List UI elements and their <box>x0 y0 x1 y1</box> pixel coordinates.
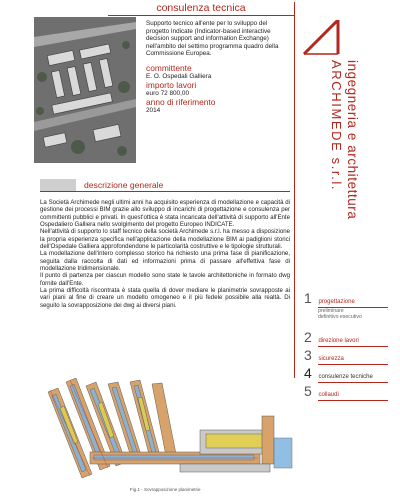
nav-item-consulenze-tecniche[interactable] <box>304 365 400 383</box>
anno-label: anno di riferimento <box>146 96 216 107</box>
section-marker <box>40 179 76 191</box>
nav-number: 1 <box>304 290 312 306</box>
nav-number: 2 <box>304 329 312 345</box>
brand-tagline: ingegneria e architettura <box>345 60 360 220</box>
body-text <box>40 199 290 309</box>
page-title: consulenza tecnica <box>108 2 294 16</box>
nav-sublabel: preliminare definitivo esecutivo <box>318 308 362 320</box>
body-paragraph: Il punto di partenza per ciascun modello sono state le tavole architettoniche in formato dwg fornite dall'Ente. <box>40 272 290 287</box>
nav-label: progettazione <box>318 299 388 308</box>
floor-plan-overlay <box>30 378 300 486</box>
importo-label: importo lavori <box>146 79 197 90</box>
nav-label: direzione lavori <box>318 338 388 347</box>
committente-label: committente <box>146 62 192 73</box>
archimede-logo <box>302 20 386 252</box>
nav-number: 4 <box>304 365 312 381</box>
section-title: descrizione generale <box>84 180 164 190</box>
nav-item-collaudi[interactable] <box>304 383 400 401</box>
section-rule <box>40 179 290 192</box>
nav-label: sicurezza <box>318 356 388 365</box>
nav-number: 5 <box>304 383 312 399</box>
committente-value: E. O. Ospedali Galliera <box>146 72 212 80</box>
brand-block <box>302 20 386 252</box>
importo-value: euro 72 800,00 <box>146 89 189 97</box>
nav-item-direzione-lavori[interactable] <box>304 329 400 347</box>
aerial-photo-graphic <box>34 17 136 163</box>
nav-label: consulenze tecniche <box>318 374 388 383</box>
figure-caption: Fig.1 - Sovrapposizione planimetrie <box>130 487 201 492</box>
nav-number: 3 <box>304 347 312 363</box>
vertical-divider <box>294 2 295 406</box>
nav-item-progettazione[interactable] <box>304 290 400 320</box>
aerial-photo <box>34 17 136 163</box>
intro-block <box>146 20 286 115</box>
intro-text: Supporto tecnico all'ente per lo sviluppo del progetto Indicate (Indicator-based interactive decision support and information Exchange) nell'ambito del settimo programma quadro della Commissione Europea. <box>146 20 279 58</box>
body-paragraph: Nell'attività di supporto lo staff tecnico della società Archimede s.r.l. ha messo a disposizione la propria esperienza specifica nell'applicazione della modellazione BIM ai padiglioni storici dell'Ospedale Galliera approfondendone le particolarità costruttive e le tipologie strutturali. <box>40 228 290 251</box>
anno-value: 2014 <box>146 106 161 114</box>
nav-item-sicurezza[interactable] <box>304 347 400 365</box>
body-paragraph: La prima difficoltà riscontrata è stata quella di dover mediare le planimetrie sovrapposte ai vari piani al fine di creare un modello omogeneo e il più fedele possibile alla realtà. Di seguito la sovrapposizione dei dwg ai diversi piani. <box>40 287 290 309</box>
brand-name: ARCHIMEDE s.r.l. <box>329 60 344 192</box>
body-paragraph: La modellazione dell'intero complesso storico ha richiesto una prima fase di pianificazione, seguita dalla raccolta di dati ed informazioni prima di passare all'effettiva fase di modellazione tridimensionale. <box>40 250 290 273</box>
body-paragraph: La Società Archimede negli ultimi anni ha acquisito esperienza di modellazione e capacità di gestione dei processi BIM grazie allo sviluppo di incarichi di progettazione e consulenza per committenti pubblici e privati. In quest'ottica è stata incaricata dell'attività di supporto all'Ente Ospedaliero Galliera nello svolgimento del progetto Europeo INDICATE. <box>40 199 290 229</box>
nav-label: collaudi <box>318 392 388 401</box>
